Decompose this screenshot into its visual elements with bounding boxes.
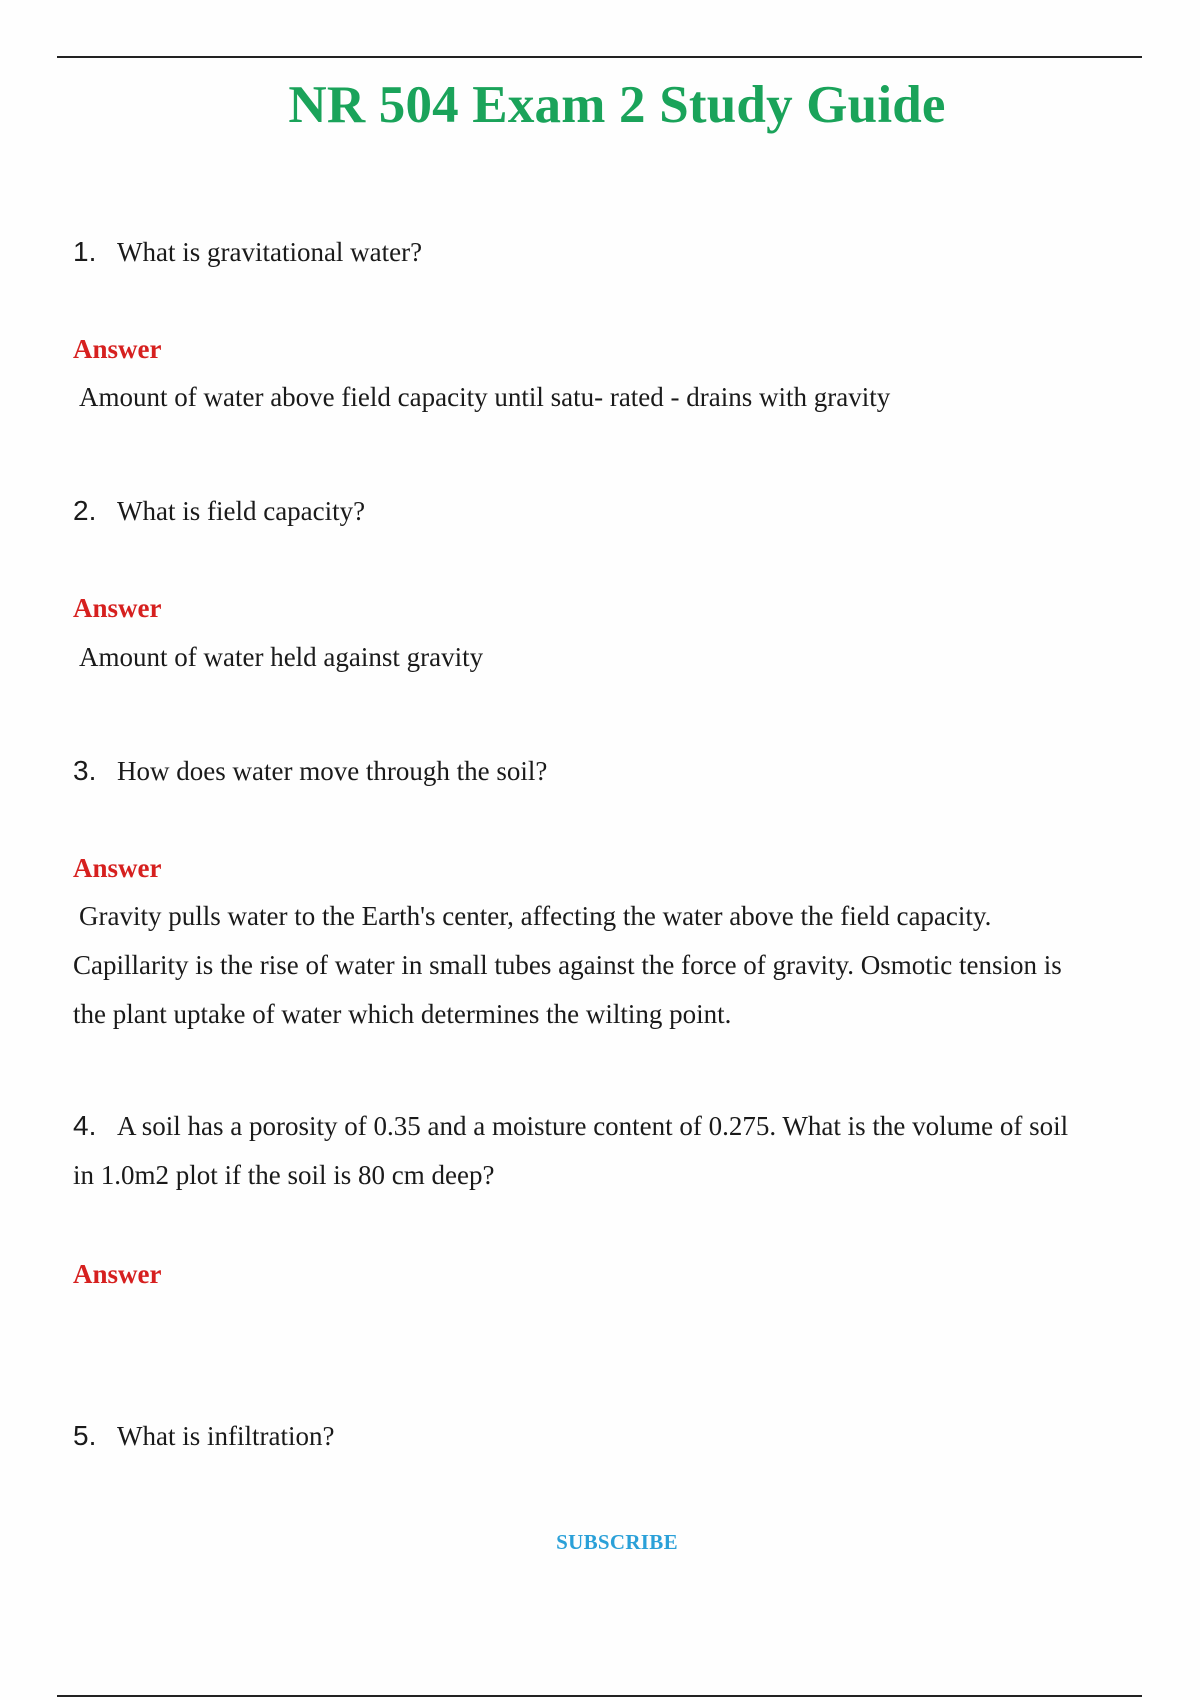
answer-text: Amount of water above field capacity until satu- rated - drains with gravity	[79, 382, 891, 412]
answer-3	[73, 892, 1133, 1039]
question-1	[73, 227, 1133, 277]
question-text: What is field capacity?	[117, 496, 366, 526]
answer-1	[73, 373, 1133, 422]
question-text: How does water move through the soil?	[117, 756, 548, 786]
question-text: What is infiltration?	[117, 1421, 335, 1451]
question-number: 3.	[73, 755, 97, 786]
answer-label-2: Answer	[73, 593, 162, 623]
answer-label-1: Answer	[73, 334, 162, 364]
bottom-rule	[57, 1695, 1142, 1697]
question-number: 2.	[73, 495, 97, 526]
question-5	[73, 1411, 1133, 1461]
question-4	[73, 1101, 1133, 1200]
answer-line: the plant uptake of water which determines the wilting point.	[73, 999, 732, 1029]
answer-line: Capillarity is the rise of water in small tubes against the force of gravity. Osmotic tension is	[73, 950, 1062, 980]
page-title: NR 504 Exam 2 Study Guide	[288, 76, 946, 134]
question-number: 5.	[73, 1420, 97, 1451]
question-text-line: A soil has a porosity of 0.35 and a moisture content of 0.275. What is the volume of soil	[117, 1111, 1069, 1141]
answer-2	[73, 633, 1133, 682]
top-rule	[57, 56, 1142, 58]
answer-label-3: Answer	[73, 853, 162, 883]
subscribe-link[interactable]: SUBSCRIBE	[556, 1530, 678, 1554]
question-number: 1.	[73, 236, 97, 267]
question-number: 4.	[73, 1110, 97, 1141]
question-text: What is gravitational water?	[117, 237, 423, 267]
answer-text: Amount of water held against gravity	[79, 642, 484, 672]
question-3	[73, 746, 1133, 796]
question-2	[73, 486, 1133, 536]
answer-label-4: Answer	[73, 1259, 162, 1289]
answer-line: Gravity pulls water to the Earth's center, affecting the water above the field capacity.	[79, 901, 992, 931]
question-text-line: in 1.0m2 plot if the soil is 80 cm deep?	[73, 1160, 495, 1190]
